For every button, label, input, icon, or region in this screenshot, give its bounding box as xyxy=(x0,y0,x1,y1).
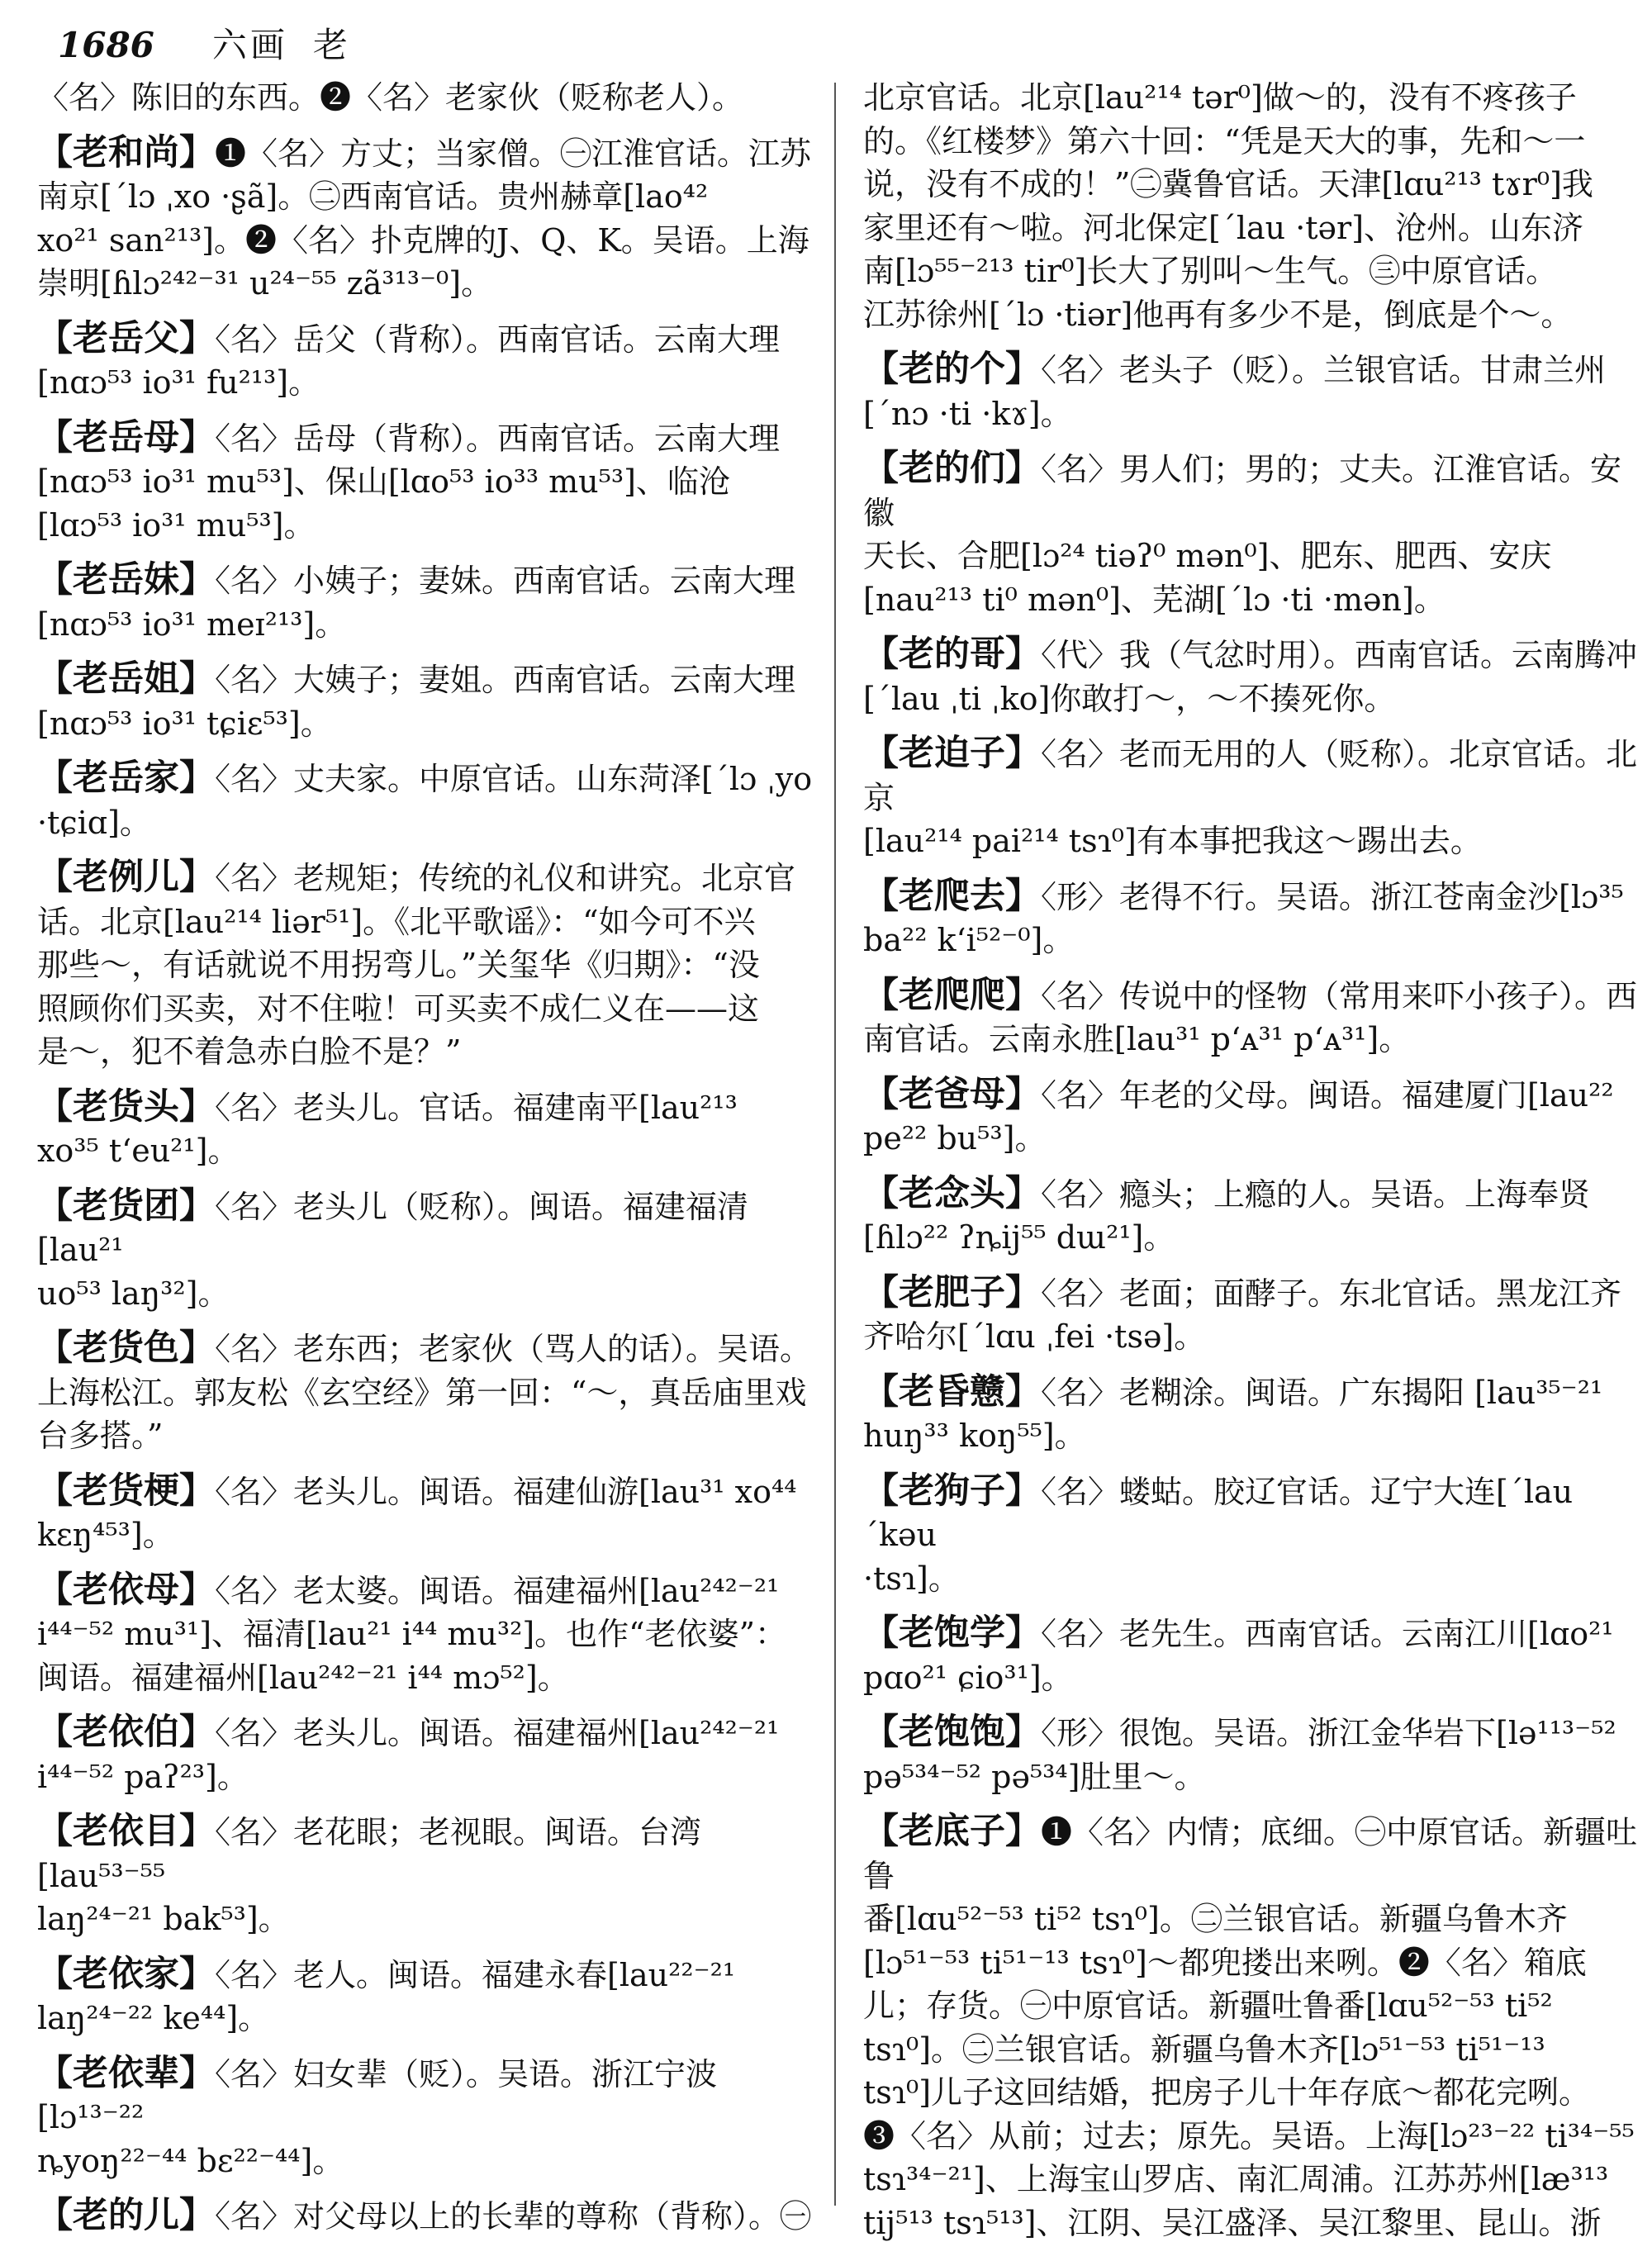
entry-headword: 【老念头】 xyxy=(863,1172,1041,1214)
entry-headword: 【老依目】 xyxy=(37,1811,215,1852)
entry-definition: 〈形〉老得不行。吴语。浙江苍南金沙[lɔ³⁵ ba²² kʻi⁵²⁻⁰]。 xyxy=(863,878,1624,958)
entry-definition: 〈名〉老东西；老家伙（骂人的话）。吴语。 上海松江。郭友松《玄空经》第一回：“～，真岳庙里戏 台多搭。” xyxy=(37,1331,812,1454)
entry-headword: 【老岳姐】 xyxy=(37,658,215,700)
dictionary-entry xyxy=(37,1327,814,1458)
entry-definition: ❶〈名〉方丈；当家僧。㊀江淮官话。江苏 南京[ˊlɔ ˌxo ·ʂã]。㊁西南官话。贵州赫章[lao⁴² xo²¹ san²¹³]。❷〈名〉扑克牌的J、Q、K。吴语。上海 崇明[ɦlɔ²⁴²⁻³¹ u²⁴⁻⁵⁵ zã³¹³⁻⁰]。 xyxy=(37,135,812,302)
dictionary-entry xyxy=(37,1953,814,2040)
dictionary-entry xyxy=(863,1370,1640,1458)
entry-definition: 〈名〉老人。闽语。福建永春[lau²²⁻²¹ laŋ²⁴⁻²² ke⁴⁴]。 xyxy=(37,1956,736,2036)
entry-definition: 〈名〉大姨子；妻姐。西南官话。云南大理 [nɑɔ⁵³ io³¹ tɕiɛ⁵³]。 xyxy=(37,662,796,742)
dictionary-entry xyxy=(37,558,814,646)
dictionary-entry xyxy=(863,447,1640,621)
entry-definition: 〈名〉男人们；男的；丈夫。江淮官话。安徽 天长、合肥[lɔ²⁴ tiəʔ⁰ mən⁰]、肥东、肥西、安庆 [nau²¹³ ti⁰ mən⁰]、芜湖[ˊlɔ ·ti ·mən]。 xyxy=(863,451,1622,618)
dictionary-entry xyxy=(863,1612,1640,1699)
dictionary-entry xyxy=(863,76,1640,336)
entry-headword: 【老的们】 xyxy=(863,448,1041,489)
entry-definition: 〈名〉老头儿。闽语。福建福州[lau²⁴²⁻²¹ i⁴⁴⁻⁵² paʔ²³]。 xyxy=(37,1715,780,1795)
page-header xyxy=(58,18,351,64)
stroke-section: 六画 xyxy=(211,25,288,65)
dictionary-entry xyxy=(863,1271,1640,1359)
dictionary-entry xyxy=(37,1569,814,1700)
entry-headword: 【老岳母】 xyxy=(37,416,215,458)
right-column xyxy=(863,76,1640,2256)
entry-headword: 【老的儿】 xyxy=(37,2195,215,2236)
entry-definition: 〈名〉岳父（背称）。西南官话。云南大理 [nɑɔ⁵³ io³¹ fu²¹³]。 xyxy=(37,321,781,401)
dictionary-entry xyxy=(863,1470,1640,1601)
dictionary-entry xyxy=(37,416,814,548)
dictionary-entry xyxy=(37,1711,814,1798)
entry-definition: 〈名〉传说中的怪物（常用来吓小孩子）。西 南官话。云南永胜[lau³¹ pʻᴀ³¹ pʻᴀ³¹]。 xyxy=(863,977,1638,1057)
dictionary-entry xyxy=(37,757,814,844)
entry-headword: 【老货色】 xyxy=(37,1327,215,1369)
entry-headword: 【老货梗】 xyxy=(37,1470,215,1512)
column-divider xyxy=(834,83,836,2206)
entry-definition: 〈名〉老头子（贬）。兰银官话。甘肃兰州 [ˊnɔ ·ti ·kɤ]。 xyxy=(863,352,1607,432)
entry-definition: 〈名〉丈夫家。中原官话。山东菏泽[ˊlɔ ˌyo ·tɕiɑ]。 xyxy=(37,761,813,841)
entry-definition: 〈名〉陈旧的东西。❷〈名〉老家伙（贬称老人）。 xyxy=(37,79,744,116)
dictionary-entry xyxy=(37,1470,814,1557)
entry-definition: 〈名〉老规矩；传统的礼仪和讲究。北京官 话。北京[lau²¹⁴ liər⁵¹]。《北平歌谣》：“如今可不兴 那些～，有话就说不用拐弯儿。”关玺华《归期》：“没 照顾你们买卖，对不住啦！可买卖不成仁义在——这 是～，犯不着急赤白脸不是？” xyxy=(37,860,796,1070)
dictionary-entry xyxy=(863,633,1640,720)
dictionary-entry xyxy=(37,856,814,1074)
entry-headword: 【老依家】 xyxy=(37,1953,215,1995)
dictionary-entry xyxy=(863,348,1640,435)
entry-definition: 〈名〉蝼蛄。胶辽官话。辽宁大连[ˊlau ˊkəu ·tsɿ]。 xyxy=(863,1473,1574,1597)
entry-definition: ❶〈名〉内情；底细。㊀中原官话。新疆吐鲁 番[lɑu⁵²⁻⁵³ ti⁵² tsɿ⁰]。㊁兰银官话。新疆乌鲁木齐 [lɔ⁵¹⁻⁵³ ti⁵¹⁻¹³ tsɿ⁰]～都兜搂出来咧。❷〈名〉箱底 儿；存货。㊀中原官话。新疆吐鲁番[lɑu⁵²⁻⁵³ ti⁵² tsɿ⁰]。㊁兰银官话。新疆乌鲁木齐[lɔ⁵¹⁻⁵³ ti⁵¹⁻¹³ tsɿ⁰]儿子这回结婚，把房子儿十年存底～都花完咧。 ❸〈名〉从前；过去；原先。吴语。上海[lɔ²³⁻²² ti³⁴⁻⁵⁵ tsɿ³⁴⁻²¹]、上海宝山罗店、南汇周浦。江苏苏州[læ³¹³ tij⁵¹³ tsɿ⁵¹³]、江阴、吴江盛泽、吴江黎里、昆山。浙 xyxy=(863,1814,1638,2241)
entry-headword: 【老爸母】 xyxy=(863,1073,1041,1115)
entry-headword: 【老的哥】 xyxy=(863,634,1041,675)
entry-headword: 【老狗子】 xyxy=(863,1470,1041,1512)
entry-headword: 【老岳家】 xyxy=(37,758,215,799)
entry-headword: 【老肥子】 xyxy=(863,1271,1041,1313)
dictionary-entry xyxy=(863,1810,1640,2244)
entry-headword: 【老迫子】 xyxy=(863,733,1041,774)
dictionary-entry xyxy=(863,1711,1640,1798)
entry-headword: 【老岳父】 xyxy=(37,317,215,359)
dictionary-entry xyxy=(37,1810,814,1941)
entry-headword: 【老依母】 xyxy=(37,1569,215,1611)
entry-definition: 〈名〉年老的父母。闽语。福建厦门[lau²² pe²² bu⁵³]。 xyxy=(863,1076,1614,1156)
entry-definition: 〈名〉老而无用的人（贬称）。北京官话。北京 [lau²¹⁴ pai²¹⁴ tsɿ⁰]有本事把我这～踢出去。 xyxy=(863,736,1638,859)
entry-definition: 〈代〉我（气忿时用）。西南官话。云南腾冲 [ˊlau ˌti ˌko]你敢打～，～不揍死你。 xyxy=(863,637,1638,717)
entry-definition: 北京官话。北京[lau²¹⁴ tər⁰]做～的，没有不疼孩子 的。《红楼梦》第六十回：“凭是天大的事，先和～一 说，没有不成的！”㊁冀鲁官话。天津[lɑu²¹³ tɤr⁰]我 家里还有～啦。河北保定[ˊlau ·tər]、沧州。山东济 南[lɔ⁵⁵⁻²¹³ tir⁰]长大了别叫～生气。㊂中原官话。 江苏徐州[ˊlɔ ·tiər]他再有多少不是，倒底是个～。 xyxy=(863,79,1593,333)
dictionary-entry xyxy=(37,317,814,405)
entry-headword: 【老例儿】 xyxy=(37,857,215,898)
left-column xyxy=(37,76,814,2250)
entry-headword: 【老底子】 xyxy=(863,1811,1041,1852)
entry-headword: 【老的个】 xyxy=(863,349,1041,390)
dictionary-entry xyxy=(863,1172,1640,1260)
dictionary-entry xyxy=(37,658,814,745)
dictionary-entry xyxy=(863,1073,1640,1161)
entry-definition: 〈名〉老先生。西南官话。云南江川[lɑo²¹ pɑo²¹ ɕio³¹]。 xyxy=(863,1616,1614,1696)
dictionary-entry xyxy=(37,2194,814,2239)
entry-headword: 【老岳妹】 xyxy=(37,559,215,601)
entry-definition: 〈形〉很饱。吴语。浙江金华岩下[lə¹¹³⁻⁵² pə⁵³⁴⁻⁵² pə⁵³⁴]肚里～。 xyxy=(863,1715,1616,1795)
entry-definition: 〈名〉妇女辈（贬）。吴语。浙江宁波[lɔ¹³⁻²² ȵyoŋ²²⁻⁴⁴ bɛ²²⁻⁴⁴]。 xyxy=(37,2055,718,2179)
entry-headword: 【老货团】 xyxy=(37,1185,215,1227)
entry-headword: 【老昏戆】 xyxy=(863,1370,1041,1413)
entry-headword: 【老爬去】 xyxy=(863,875,1041,917)
dictionary-entry xyxy=(37,1085,814,1173)
entry-definition: 〈名〉老太婆。闽语。福建福州[lau²⁴²⁻²¹ i⁴⁴⁻⁵² mu³¹]、福清[lau²¹ i⁴⁴ mu³²]。也作“老依婆”： 闽语。福建福州[lau²⁴²⁻²¹ i⁴⁴ mɔ⁵²]。 xyxy=(37,1572,787,1696)
entry-definition: 〈名〉老头儿。闽语。福建仙游[lau³¹ xo⁴⁴ kɛŋ⁴⁵³]。 xyxy=(37,1473,797,1553)
entry-definition: 〈名〉老头儿。官话。福建南平[lau²¹³ xo³⁵ tʻeu²¹]。 xyxy=(37,1089,738,1169)
dictionary-entry xyxy=(863,875,1640,962)
entry-headword: 【老依伯】 xyxy=(37,1712,215,1753)
entry-definition: 〈名〉瘾头；上瘾的人。吴语。上海奉贤 [ɦlɔ²² ʔȵij⁵⁵ dɯ²¹]。 xyxy=(863,1175,1591,1256)
entry-headword: 【老饱饱】 xyxy=(863,1712,1041,1753)
entry-headword: 【老依辈】 xyxy=(37,2052,215,2094)
dictionary-entry xyxy=(863,974,1640,1062)
page-number: 1686 xyxy=(58,25,154,65)
dictionary-entry xyxy=(37,76,814,120)
entry-headword: 【老饱学】 xyxy=(863,1612,1041,1654)
entry-definition: 〈名〉小姨子；妻妹。西南官话。云南大理 [nɑɔ⁵³ io³¹ meɪ²¹³]。 xyxy=(37,563,796,643)
entry-headword: 【老爬爬】 xyxy=(863,974,1041,1016)
entry-definition: 〈名〉老头儿（贬称）。闽语。福建福清[lau²¹ uo⁵³ laŋ³²]。 xyxy=(37,1188,749,1312)
radical-section: 老 xyxy=(312,25,351,65)
entry-headword: 【老和尚】 xyxy=(37,131,215,173)
dictionary-entry xyxy=(863,732,1640,863)
entry-headword: 【老货头】 xyxy=(37,1085,215,1128)
dictionary-entry xyxy=(37,1185,814,1316)
entry-definition: 〈名〉老花眼；老视眼。闽语。台湾[lau⁵³⁻⁵⁵ laŋ²⁴⁻²¹ bak⁵³]。 xyxy=(37,1814,702,1937)
entry-definition: 〈名〉岳母（背称）。西南官话。云南大理 [nɑɔ⁵³ io³¹ mu⁵³]、保山[lɑo⁵³ io³³ mu⁵³]、临沧 [lɑɔ⁵³ io³¹ mu⁵³]。 xyxy=(37,420,781,544)
entry-definition: 〈名〉老糊涂。闽语。广东揭阳 [lau³⁵⁻²¹ huŋ³³ koŋ⁵⁵]。 xyxy=(863,1374,1603,1454)
dictionary-entry xyxy=(37,2052,814,2183)
entry-definition: 〈名〉对父母以上的长辈的尊称（背称）。㊀ xyxy=(215,2198,812,2235)
dictionary-entry xyxy=(37,131,814,306)
entry-definition: 〈名〉老面；面酵子。东北官话。黑龙江齐 齐哈尔[ˊlɑu ˌfei ·tsə]。 xyxy=(863,1275,1622,1355)
